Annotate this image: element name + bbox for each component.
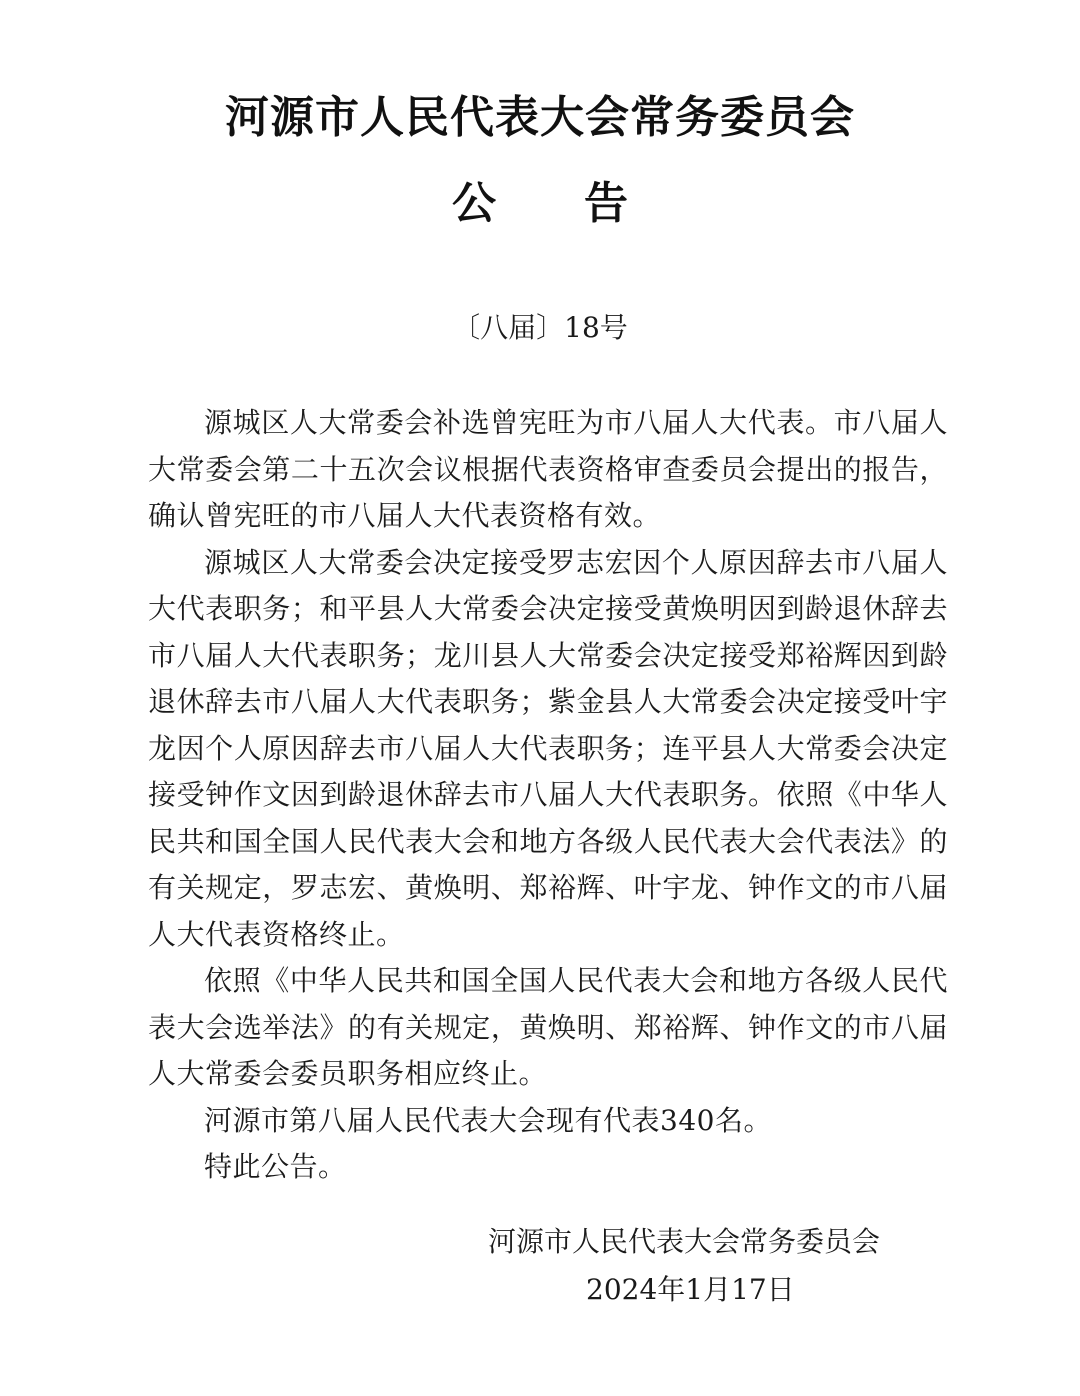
page-title: 河源市人民代表大会常务委员会	[225, 92, 855, 143]
paragraph-5: 特此公告。	[204, 1150, 347, 1183]
signature-block	[488, 1218, 908, 1314]
announcement-body	[148, 400, 948, 1191]
signature-organization: 河源市人民代表大会常务委员会	[488, 1225, 881, 1258]
paragraph-4: 河源市第八届人民代表大会现有代表340名。	[204, 1103, 772, 1137]
heading-char-2: 告	[584, 178, 628, 229]
paragraph-1: 源城区人大常委会补选曾宪旺为市八届人大代表。市八届人大常委会第二十五次会议根据代表资格审查委员会提出的报告，确认曾宪旺的市八届人大代表资格有效。	[148, 406, 948, 532]
document-number: 〔八届〕18号	[452, 311, 628, 344]
paragraph-3: 依照《中华人民共和国全国人民代表大会和地方各级人民代表大会选举法》的有关规定，黄焕明、郑裕辉、钟作文的市八届人大常委会委员职务相应终止。	[148, 964, 948, 1090]
signature-date: 2024年1月17日	[586, 1273, 795, 1306]
paragraph-2: 源城区人大常委会决定接受罗志宏因个人原因辞去市八届人大代表职务；和平县人大常委会决定接受黄焕明因到龄退休辞去市八届人大代表职务；龙川县人大常委会决定接受郑裕辉因到龄退休辞去市八届人大代表职务；紫金县人大常委会决定接受叶宇龙因个人原因辞去市八届人大代表职务；连平县人大常委会决定接受钟作文因到龄退休辞去市八届人大代表职务。依照《中华人民共和国全国人民代表大会和地方各级人民代表大会代表法》的有关规定，罗志宏、黄焕明、郑裕辉、叶宇龙、钟作文的市八届人大代表资格终止。	[148, 545, 948, 951]
announcement-heading	[0, 178, 1080, 230]
heading-char-1: 公	[452, 178, 496, 229]
